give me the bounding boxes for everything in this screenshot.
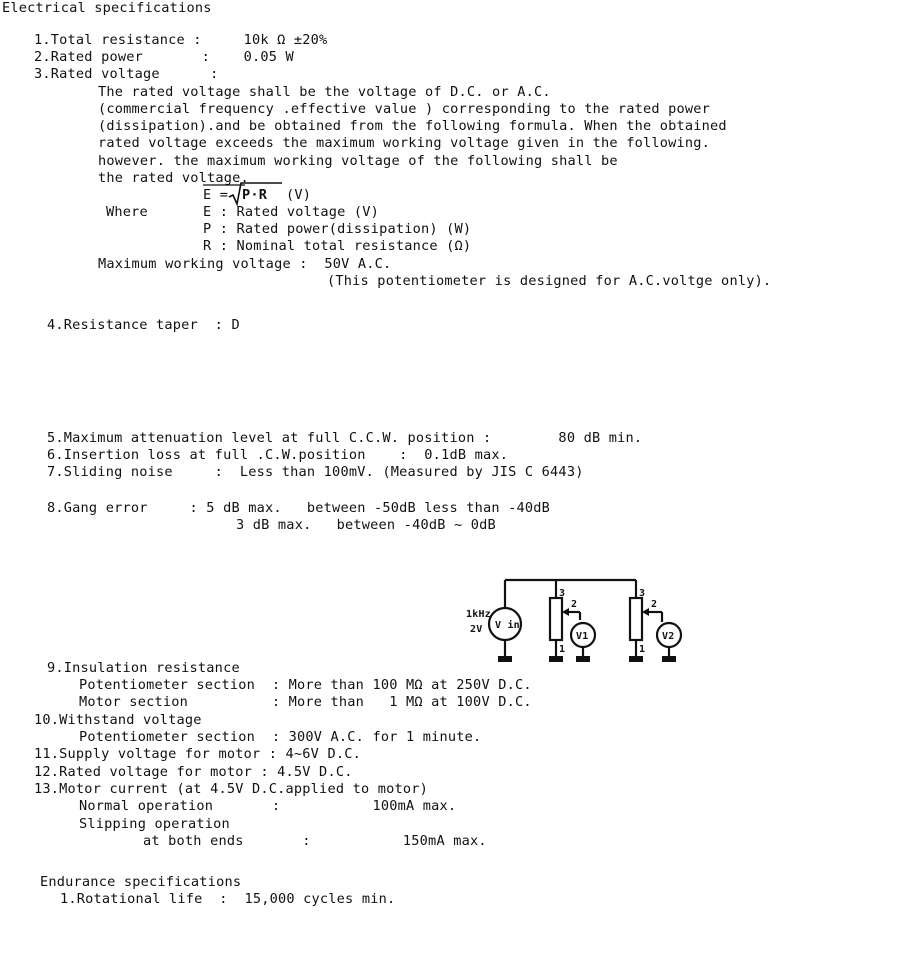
spec-insulation-resistance: 9.Insulation resistance [47,660,240,676]
ground-icon [549,656,563,662]
endurance-heading: Endurance specifications [40,874,242,890]
formula-lhs: E = [203,187,229,203]
meter-2-label: V2 [662,631,675,642]
where-r-definition: R : Nominal total resistance (Ω) [203,238,472,254]
potentiometer-1-icon [550,598,562,640]
rated-voltage-text-line: (commercial frequency .effective value ) corresponding to the rated power [98,101,711,117]
spec-sliding-noise: 7.Sliding noise : Less than 100mV. (Measured by JIS C 6443) [47,464,584,480]
ground-icon [629,656,643,662]
spec-rotational-life: 1.Rotational life : 15,000 cycles min. [60,891,396,907]
pin-3-label: 3 [559,588,566,599]
rated-voltage-text-line: The rated voltage shall be the voltage of D.C. or A.C. [98,84,551,100]
spec-rated-voltage-motor: 12.Rated voltage for motor : 4.5V D.C. [34,764,353,780]
source-voltage-label: 2V [470,624,483,635]
pin-1-label: 1 [559,644,566,655]
spec-gang-error: 8.Gang error : 5 dB max. between -50dB less than -40dB [47,500,551,516]
spec-resistance-taper: 4.Resistance taper : D [47,317,240,333]
meter-1-label: V1 [576,631,589,642]
max-working-voltage: Maximum working voltage : 50V A.C. [98,256,392,272]
spec-max-attenuation: 5.Maximum attenuation level at full C.C.W. position : 80 dB min. [47,430,643,446]
motor-current-normal: Normal operation : 100mA max. [79,798,457,814]
rated-voltage-text-line: however. the maximum working voltage of the following shall be [98,153,618,169]
ground-icon [576,656,590,662]
spec-rated-voltage: 3.Rated voltage : [34,66,219,82]
where-label: Where [106,204,148,220]
pin-1-label: 1 [639,644,646,655]
spec-motor-current: 13.Motor current (at 4.5V D.C.applied to motor) [34,781,429,797]
spec-total-resistance: 1.Total resistance : 10k Ω ±20% [34,32,328,48]
source-frequency-label: 1kHz [466,609,491,620]
pin-2-label: 2 [651,599,658,610]
spec-supply-voltage-motor: 11.Supply voltage for motor : 4~6V D.C. [34,746,361,762]
potentiometer-2-icon [630,598,642,640]
spec-withstand-voltage: 10.Withstand voltage [34,712,202,728]
spec-gang-error-line2: 3 dB max. between -40dB ~ 0dB [236,517,496,533]
withstand-potentiometer: Potentiometer section : 300V A.C. for 1 minute. [79,729,482,745]
motor-current-slipping: Slipping operation [79,816,230,832]
motor-current-both-ends: at both ends : 150mA max. [143,833,487,849]
ground-icon [498,656,512,662]
rated-voltage-text-line: the rated voltage. [98,170,249,186]
pin-2-label: 2 [571,599,578,610]
ground-icon [662,656,676,662]
where-e-definition: E : Rated voltage (V) [203,204,380,220]
where-p-definition: P : Rated power(dissipation) (W) [203,221,472,237]
insulation-potentiometer: Potentiometer section : More than 100 MΩ at 250V D.C. [79,677,532,693]
rated-voltage-text-line: rated voltage exceeds the maximum working voltage given in the following. [98,135,711,151]
ac-only-note: (This potentiometer is designed for A.C.voltge only). [327,273,772,289]
rated-voltage-text-line: (dissipation).and be obtained from the following formula. When the obtained [98,118,727,134]
formula-unit: (V) [286,187,312,203]
spec-rated-power: 2.Rated power : 0.05 W [34,49,294,65]
formula-radicand: P·R [242,187,268,203]
pin-3-label: 3 [639,588,646,599]
section-heading: Electrical specifications [2,0,212,16]
spec-insertion-loss: 6.Insertion loss at full .C.W.position : 0.1dB max. [47,447,509,463]
source-symbol-label: V in [495,620,520,631]
insulation-motor: Motor section : More than 1 MΩ at 100V D.C. [79,694,532,710]
